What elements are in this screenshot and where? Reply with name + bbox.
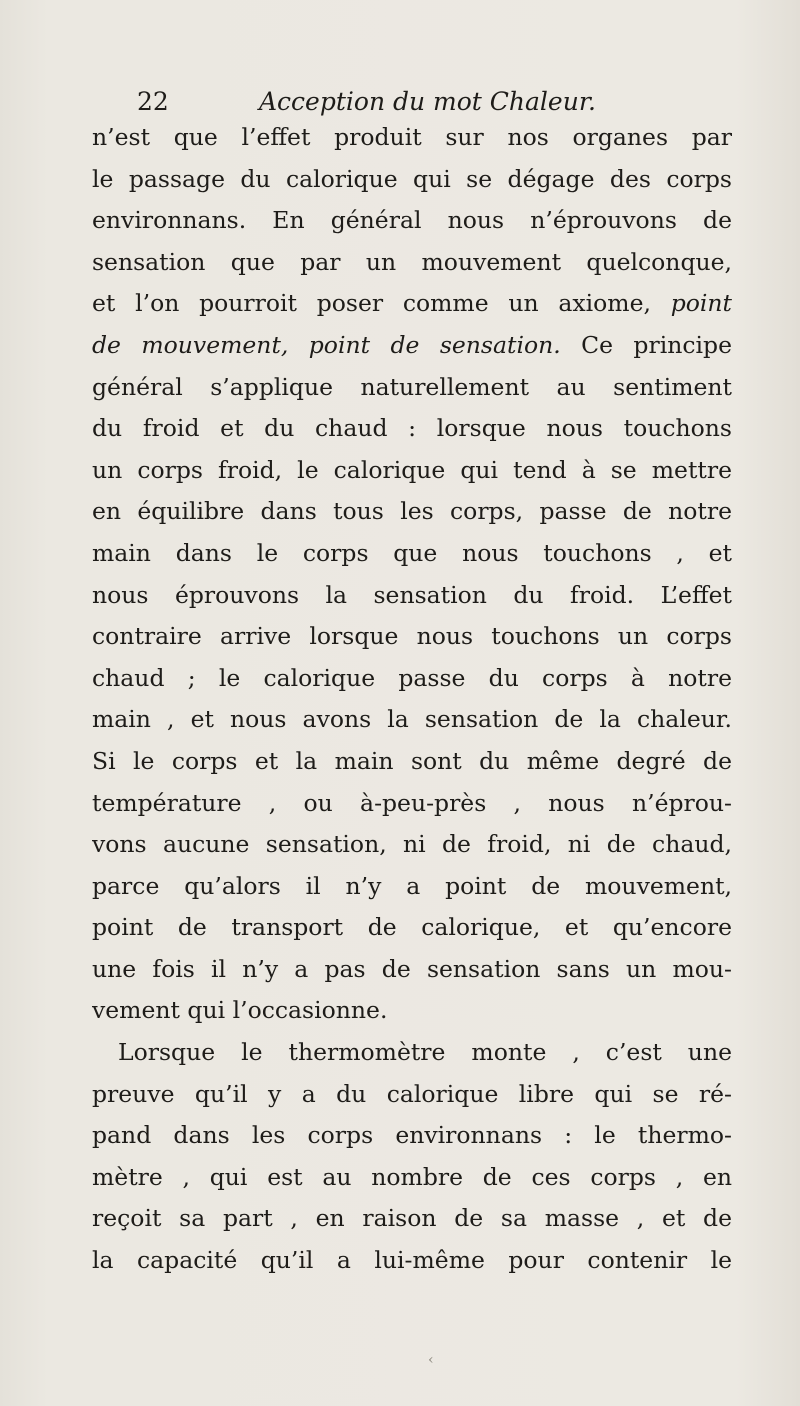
page-number: 22 (137, 87, 169, 116)
text-segment: Ce principe (560, 330, 732, 359)
text-line: général s’applique naturellement au sentiment (92, 372, 732, 401)
text-line: vons aucune sensation, ni de froid, ni de chaud, (92, 830, 732, 859)
text-line: chaud ; le calorique passe du corps à notre (92, 663, 732, 692)
text-line: n’est que l’effet produit sur nos organes par (92, 123, 732, 151)
text-line: vement qui l’occasionne. (92, 996, 388, 1025)
text-line: la capacité qu’il a lui-même pour contenir le (92, 1246, 732, 1275)
running-title: Acception du mot Chaleur. (259, 87, 596, 116)
italic-segment: point (670, 289, 732, 318)
text-line: Lorsque le thermomètre monte , c’est une (118, 1038, 732, 1067)
text-line: contraire arrive lorsque nous touchons un corps (92, 622, 732, 651)
text-line: un corps froid, le calorique qui tend à se mettre (92, 455, 732, 484)
text-line: reçoit sa part , en raison de sa masse , et de (92, 1204, 732, 1233)
text-line: le passage du calorique qui se dégage des corps (92, 164, 732, 193)
text-line: en équilibre dans tous les corps, passe de notre (92, 497, 732, 526)
text-line: du froid et du chaud : lorsque nous touchons (92, 414, 732, 443)
text-line: mètre , qui est au nombre de ces corps , en (92, 1162, 732, 1191)
text-line: Si le corps et la main sont du même degré de (92, 746, 732, 775)
text-line: une fois il n’y a pas de sensation sans un mou- (92, 954, 732, 983)
text-line: preuve qu’il y a du calorique libre qui se ré- (92, 1079, 732, 1108)
italic-segment: de mouvement, point de sensation. (92, 330, 561, 359)
text-line: environnans. En général nous n’éprouvons de (92, 206, 732, 235)
text-line: main dans le corps que nous touchons , et (92, 538, 732, 567)
text-line: nous éprouvons la sensation du froid. L’effet (92, 580, 732, 609)
text-line: main , et nous avons la sensation de la chaleur. (92, 705, 732, 734)
text-line: température , ou à-peu-près , nous n’éprou- (92, 788, 732, 817)
text-segment: et l’on pourroit poser comme un axiome, (92, 289, 651, 318)
text-line: pand dans les corps environnans : le thermo- (92, 1121, 732, 1150)
text-line: sensation que par un mouvement quelconque, (92, 247, 732, 276)
body-text (92, 117, 732, 1282)
footer-mark: ‹ (428, 1352, 434, 1368)
text-line (92, 325, 732, 367)
text-line: point de transport de calorique, et qu’encore (92, 913, 732, 942)
text-line: parce qu’alors il n’y a point de mouvement, (92, 871, 732, 900)
text-line (92, 283, 732, 325)
page-header (137, 82, 697, 122)
